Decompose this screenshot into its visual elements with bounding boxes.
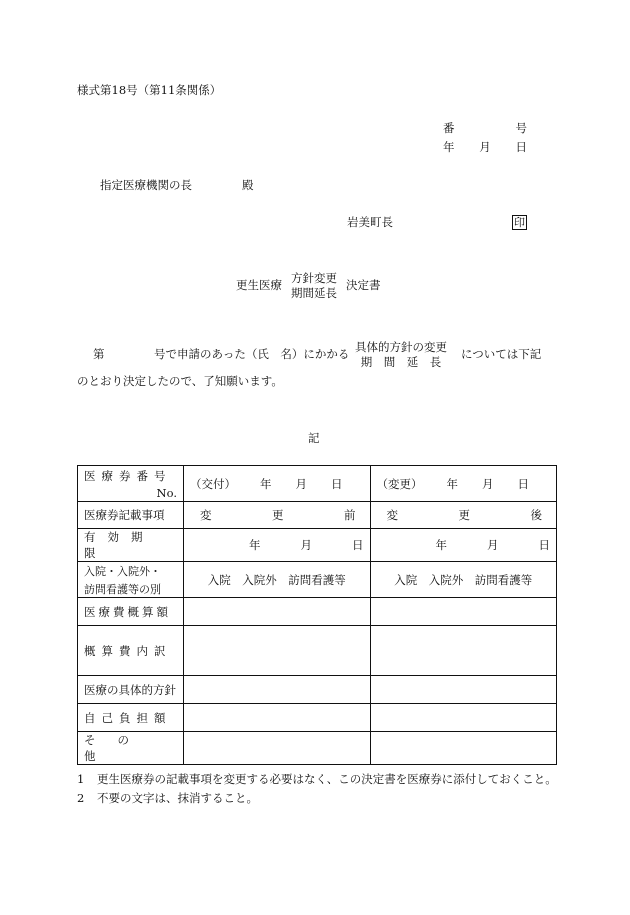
table-row <box>78 502 557 529</box>
care-type-after: 入院 入院外 訪問看護等 <box>370 562 557 598</box>
label-validity-period: 有効期限 <box>78 529 184 562</box>
table-row <box>78 626 557 676</box>
after-header: 変 更 後 <box>370 502 557 529</box>
document-number: 番 号 <box>443 121 527 135</box>
table-row <box>78 598 557 626</box>
label-cost-breakdown: 概算費内訳 <box>78 626 184 676</box>
changed-date-cell: （変更） 年 月 日 <box>370 466 557 502</box>
label-treatment-plan: 医療の具体的方針 <box>78 676 184 704</box>
copayment-before <box>184 704 371 732</box>
notes <box>77 770 559 808</box>
other-before <box>184 732 371 765</box>
table-row <box>78 562 557 598</box>
label-copayment: 自己負担額 <box>78 704 184 732</box>
title-options: 方針変更 期間延長 <box>291 271 337 300</box>
label-medical-ticket-number: 医療券番号 No. <box>78 466 184 502</box>
table-row <box>78 732 557 765</box>
body-mid: 号で申請のあった（氏 名）にかかる <box>154 347 350 361</box>
table-row <box>78 676 557 704</box>
cost-breakdown-after <box>370 626 557 676</box>
validity-before: 年 月 日 <box>184 529 371 562</box>
ki-heading: 記 <box>308 431 320 445</box>
body-tail: については下記 <box>461 347 542 361</box>
label-other: その他 <box>78 732 184 765</box>
addressee: 指定医療機関の長 <box>100 178 192 192</box>
body-line2: のとおり決定したので、了知願います。 <box>77 374 283 388</box>
estimated-cost-before <box>184 598 371 626</box>
other-after <box>370 732 557 765</box>
before-header: 変 更 前 <box>184 502 371 529</box>
issued-date-cell: （交付） 年 月 日 <box>184 466 371 502</box>
label-ticket-entries: 医療券記載事項 <box>78 502 184 529</box>
addressee-honorific: 殿 <box>242 178 254 192</box>
note-item: 1 更生医療券の記載事項を変更する必要はなく、この決定書を医療券に添付しておくこと。 <box>77 772 557 786</box>
seal-mark: 印 <box>514 216 525 229</box>
label-estimated-cost: 医療費概算額 <box>78 598 184 626</box>
body-dai: 第 <box>93 347 105 361</box>
care-type-before: 入院 入院外 訪問看護等 <box>184 562 371 598</box>
body-options: 具体的方針の変更 期 間 延 長 <box>355 340 447 369</box>
table-row <box>78 704 557 732</box>
table-row <box>78 529 557 562</box>
document-title: 更生医療 方針変更 期間延長 決定書 <box>236 271 381 300</box>
cost-breakdown-before <box>184 626 371 676</box>
decision-table <box>77 465 557 765</box>
form-id: 様式第18号（第11条関係） <box>77 83 222 97</box>
document-date: 年 月 日 <box>443 140 527 154</box>
label-care-type: 入院・入院外・ 訪問看護等の別 <box>78 562 184 598</box>
validity-after: 年 月 日 <box>370 529 557 562</box>
treatment-plan-before <box>184 676 371 704</box>
copayment-after <box>370 704 557 732</box>
estimated-cost-after <box>370 598 557 626</box>
treatment-plan-after <box>370 676 557 704</box>
issuer: 岩美町長 <box>347 215 393 229</box>
table-row <box>78 466 557 502</box>
note-item: 2 不要の文字は、抹消すること。 <box>77 791 258 805</box>
